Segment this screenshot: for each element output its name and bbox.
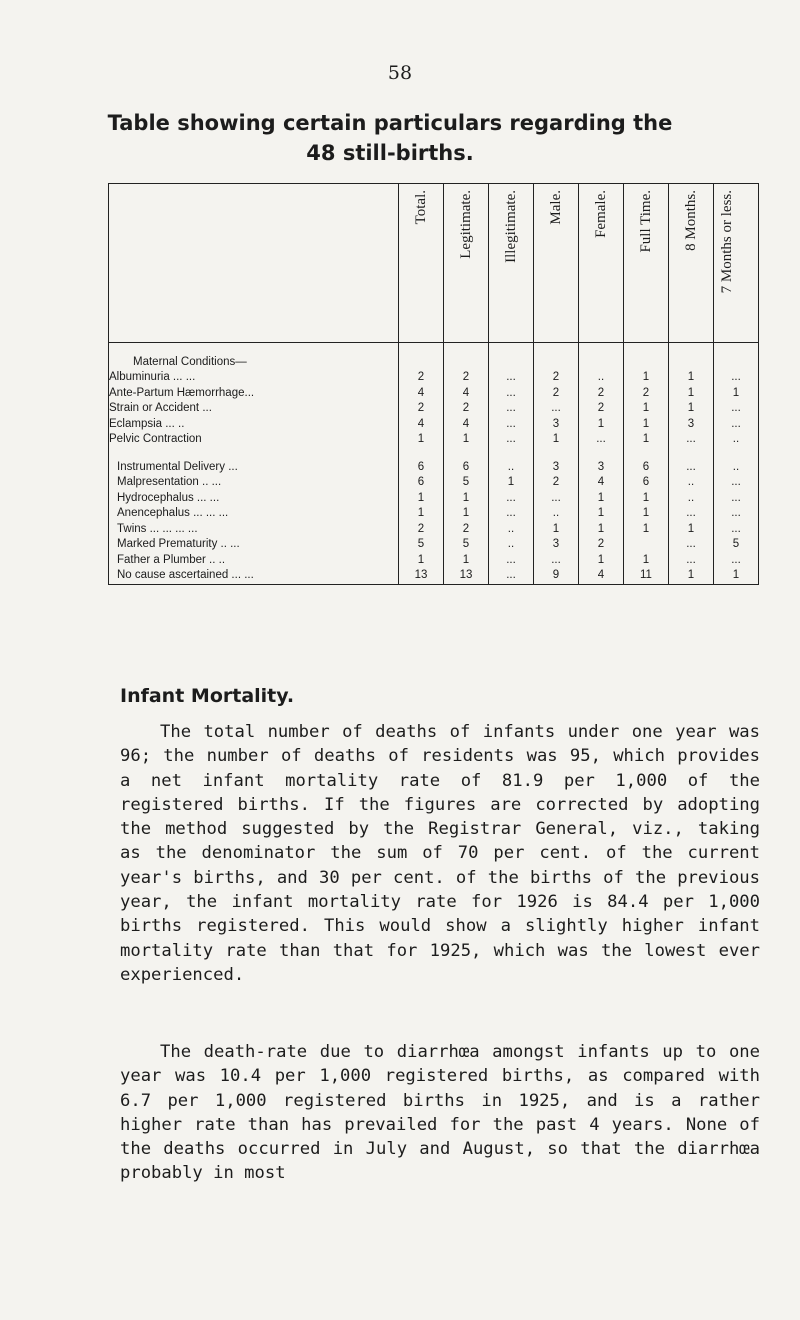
table-row [109,537,759,553]
table-cell: 3 [534,537,579,553]
table-cell: 2 [534,386,579,402]
header-female [579,184,624,343]
table-cell: ... [669,506,714,522]
table-row [109,491,759,507]
table-cell: .. [714,432,759,448]
table-cell: .. [489,460,534,476]
row-label: Strain or Accident ... [109,401,399,417]
header-8-months-text: 8 Months. [683,190,699,251]
header-full-time [624,184,669,343]
table-cell: 2 [624,386,669,402]
table-cell: ... [579,432,624,448]
row-label: Marked Prematurity .. ... [109,537,399,553]
table-cell: 2 [444,522,489,538]
table-cell: 1 [534,522,579,538]
table-row [109,460,759,476]
table-cell: .. [669,475,714,491]
table-cell: 3 [579,460,624,476]
table-cell: 1 [624,417,669,433]
table-cell: ... [489,370,534,386]
row-label: Eclampsia ... .. [109,417,399,433]
table-cell: ... [534,553,579,569]
header-total [399,184,444,343]
table-cell: 4 [579,568,624,584]
table-cell: 1 [624,491,669,507]
table-cell: ... [714,370,759,386]
infant-mortality-heading: Infant Mortality. [120,685,295,707]
table-row [109,553,759,569]
table-cell: 2 [444,401,489,417]
table-cell: 5 [399,537,444,553]
group-label: Maternal Conditions— [109,355,399,371]
header-total-text: Total. [413,190,429,225]
table-cell: ... [714,417,759,433]
table-cell: 6 [399,460,444,476]
table-row [109,568,759,584]
table-cell: 4 [399,417,444,433]
table-row [109,506,759,522]
table-cell: ... [669,460,714,476]
header-8-months [669,184,714,343]
table-cell: ... [714,475,759,491]
table-cell [624,537,669,553]
table-cell: ... [534,401,579,417]
table-cell: 5 [714,537,759,553]
table-cell: ... [489,432,534,448]
table-cell: 1 [399,432,444,448]
table-cell: 2 [579,537,624,553]
table-row [109,522,759,538]
table-header-blank [109,184,399,343]
row-label: Malpresentation .. ... [109,475,399,491]
table-cell: 1 [669,401,714,417]
row-label: Anencephalus ... ... ... [109,506,399,522]
table-cell: 1 [444,432,489,448]
table-cell: 1 [669,568,714,584]
table-cell: .. [489,537,534,553]
table-cell: ... [489,491,534,507]
table-spacer-row [109,343,759,355]
table-cell: 1 [714,568,759,584]
table-cell: ... [714,491,759,507]
header-male-text: Male. [548,190,564,225]
row-label: Albuminuria ... ... [109,370,399,386]
table-cell: 1 [669,386,714,402]
table-cell: ... [489,506,534,522]
table-cell: 1 [624,506,669,522]
table-cell: 1 [624,432,669,448]
table-body [109,343,759,585]
table-cell: 3 [534,417,579,433]
header-full-time-text: Full Time. [638,190,654,253]
table-cell: 2 [579,386,624,402]
table-cell: 1 [534,432,579,448]
table-cell: 2 [444,370,489,386]
stillbirths-table [108,183,759,585]
table-cell: 6 [624,460,669,476]
table-cell: 1 [444,553,489,569]
header-male [534,184,579,343]
table-cell: 13 [399,568,444,584]
row-label: Instrumental Delivery ... [109,460,399,476]
table-row [109,417,759,433]
table-cell: 2 [534,475,579,491]
header-illegitimate [489,184,534,343]
table-cell: ... [489,568,534,584]
diarrhoea-paragraph: The death-rate due to diarrhœa amongst infants up to one year was 10.4 per 1,000 registered births, as compared with 6.7 per 1,000 registered births in 1925, and is a rather higher rate than has prevailed for the past 4 years. None of the deaths occurred in July and August, so that the diarrhœa probably in most [120,1042,760,1184]
table-cell: 1 [579,506,624,522]
table-row [109,475,759,491]
table-cell: ... [489,401,534,417]
row-label: Twins ... ... ... ... [109,522,399,538]
table-cell: 3 [534,460,579,476]
table-cell: ... [489,386,534,402]
header-illegitimate-text: Illegitimate. [503,190,519,263]
table-cell: ... [714,553,759,569]
table-cell: 4 [444,417,489,433]
table-cell: 1 [624,370,669,386]
table-cell: 1 [579,522,624,538]
table-cell: 1 [624,553,669,569]
table-cell: .. [489,522,534,538]
table-group-row [109,355,759,371]
table-cell: 11 [624,568,669,584]
table-header-row [109,184,759,343]
table-cell: ... [714,506,759,522]
table-row [109,401,759,417]
table-cell: 6 [399,475,444,491]
table-cell: 1 [579,553,624,569]
table-cell: 1 [399,506,444,522]
page-number: 58 [387,62,413,84]
row-label: Father a Plumber .. .. [109,553,399,569]
table-cell: 6 [624,475,669,491]
table-cell: 1 [624,522,669,538]
header-legitimate [444,184,489,343]
table-cell: 1 [714,386,759,402]
table-row [109,432,759,448]
page-title: Table showing certain particulars regarding the 48 still-births. [107,111,673,165]
header-female-text: Female. [593,190,609,238]
table-row [109,370,759,386]
table-spacer-row [109,448,759,460]
table-cell: 3 [669,417,714,433]
infant-mortality-paragraph: The total number of deaths of infants under one year was 96; the number of deaths of residents was 95, which provides a net infant mortality rate of 81.9 per 1,000 of the registered births. If the figures are corrected by adopting the method suggested by the Registrar General, viz., taking as the denominator the sum of 70 per cent. of the current year's births, and 30 per cent. of the births of the previous year, the infant mortality rate for 1926 is 84.4 per 1,000 births registered. This would show a slightly higher infant mortality rate than that for 1925, which was the lowest ever experienced. [120,722,760,985]
table-cell: 1 [579,491,624,507]
table-cell: 1 [669,370,714,386]
table-cell: ... [714,401,759,417]
table-cell: 4 [444,386,489,402]
table-cell: ... [669,537,714,553]
header-7-months [714,184,759,343]
table-cell: 4 [579,475,624,491]
table-cell: ... [489,417,534,433]
table-cell: .. [669,491,714,507]
table-cell: 9 [534,568,579,584]
table-cell: 5 [444,537,489,553]
table-cell: 1 [444,491,489,507]
table-cell: 1 [399,553,444,569]
header-7-months-text: 7 Months or less. [719,190,735,294]
table-cell: 2 [399,401,444,417]
table-cell: 1 [444,506,489,522]
table-cell: .. [714,460,759,476]
table-cell: 6 [444,460,489,476]
row-label: Pelvic Contraction [109,432,399,448]
table-cell: 1 [399,491,444,507]
table-cell: 1 [579,417,624,433]
row-label: Hydrocephalus ... ... [109,491,399,507]
table-cell: 2 [399,522,444,538]
table-cell: 2 [399,370,444,386]
table-cell: ... [489,553,534,569]
table-cell: 2 [534,370,579,386]
table-cell: 4 [399,386,444,402]
table-cell: .. [579,370,624,386]
table-cell: ... [534,491,579,507]
table-cell: 13 [444,568,489,584]
table-cell: 1 [669,522,714,538]
header-legitimate-text: Legitimate. [458,190,474,259]
table-cell: 1 [624,401,669,417]
table-cell: ... [714,522,759,538]
row-label: Ante-Partum Hæmorrhage... [109,386,399,402]
table-row [109,386,759,402]
table-cell: 2 [579,401,624,417]
table-cell: 1 [489,475,534,491]
table-cell: ... [669,432,714,448]
table-cell: 5 [444,475,489,491]
row-label: No cause ascertained ... ... [109,568,399,584]
table-cell: ... [669,553,714,569]
table-cell: .. [534,506,579,522]
